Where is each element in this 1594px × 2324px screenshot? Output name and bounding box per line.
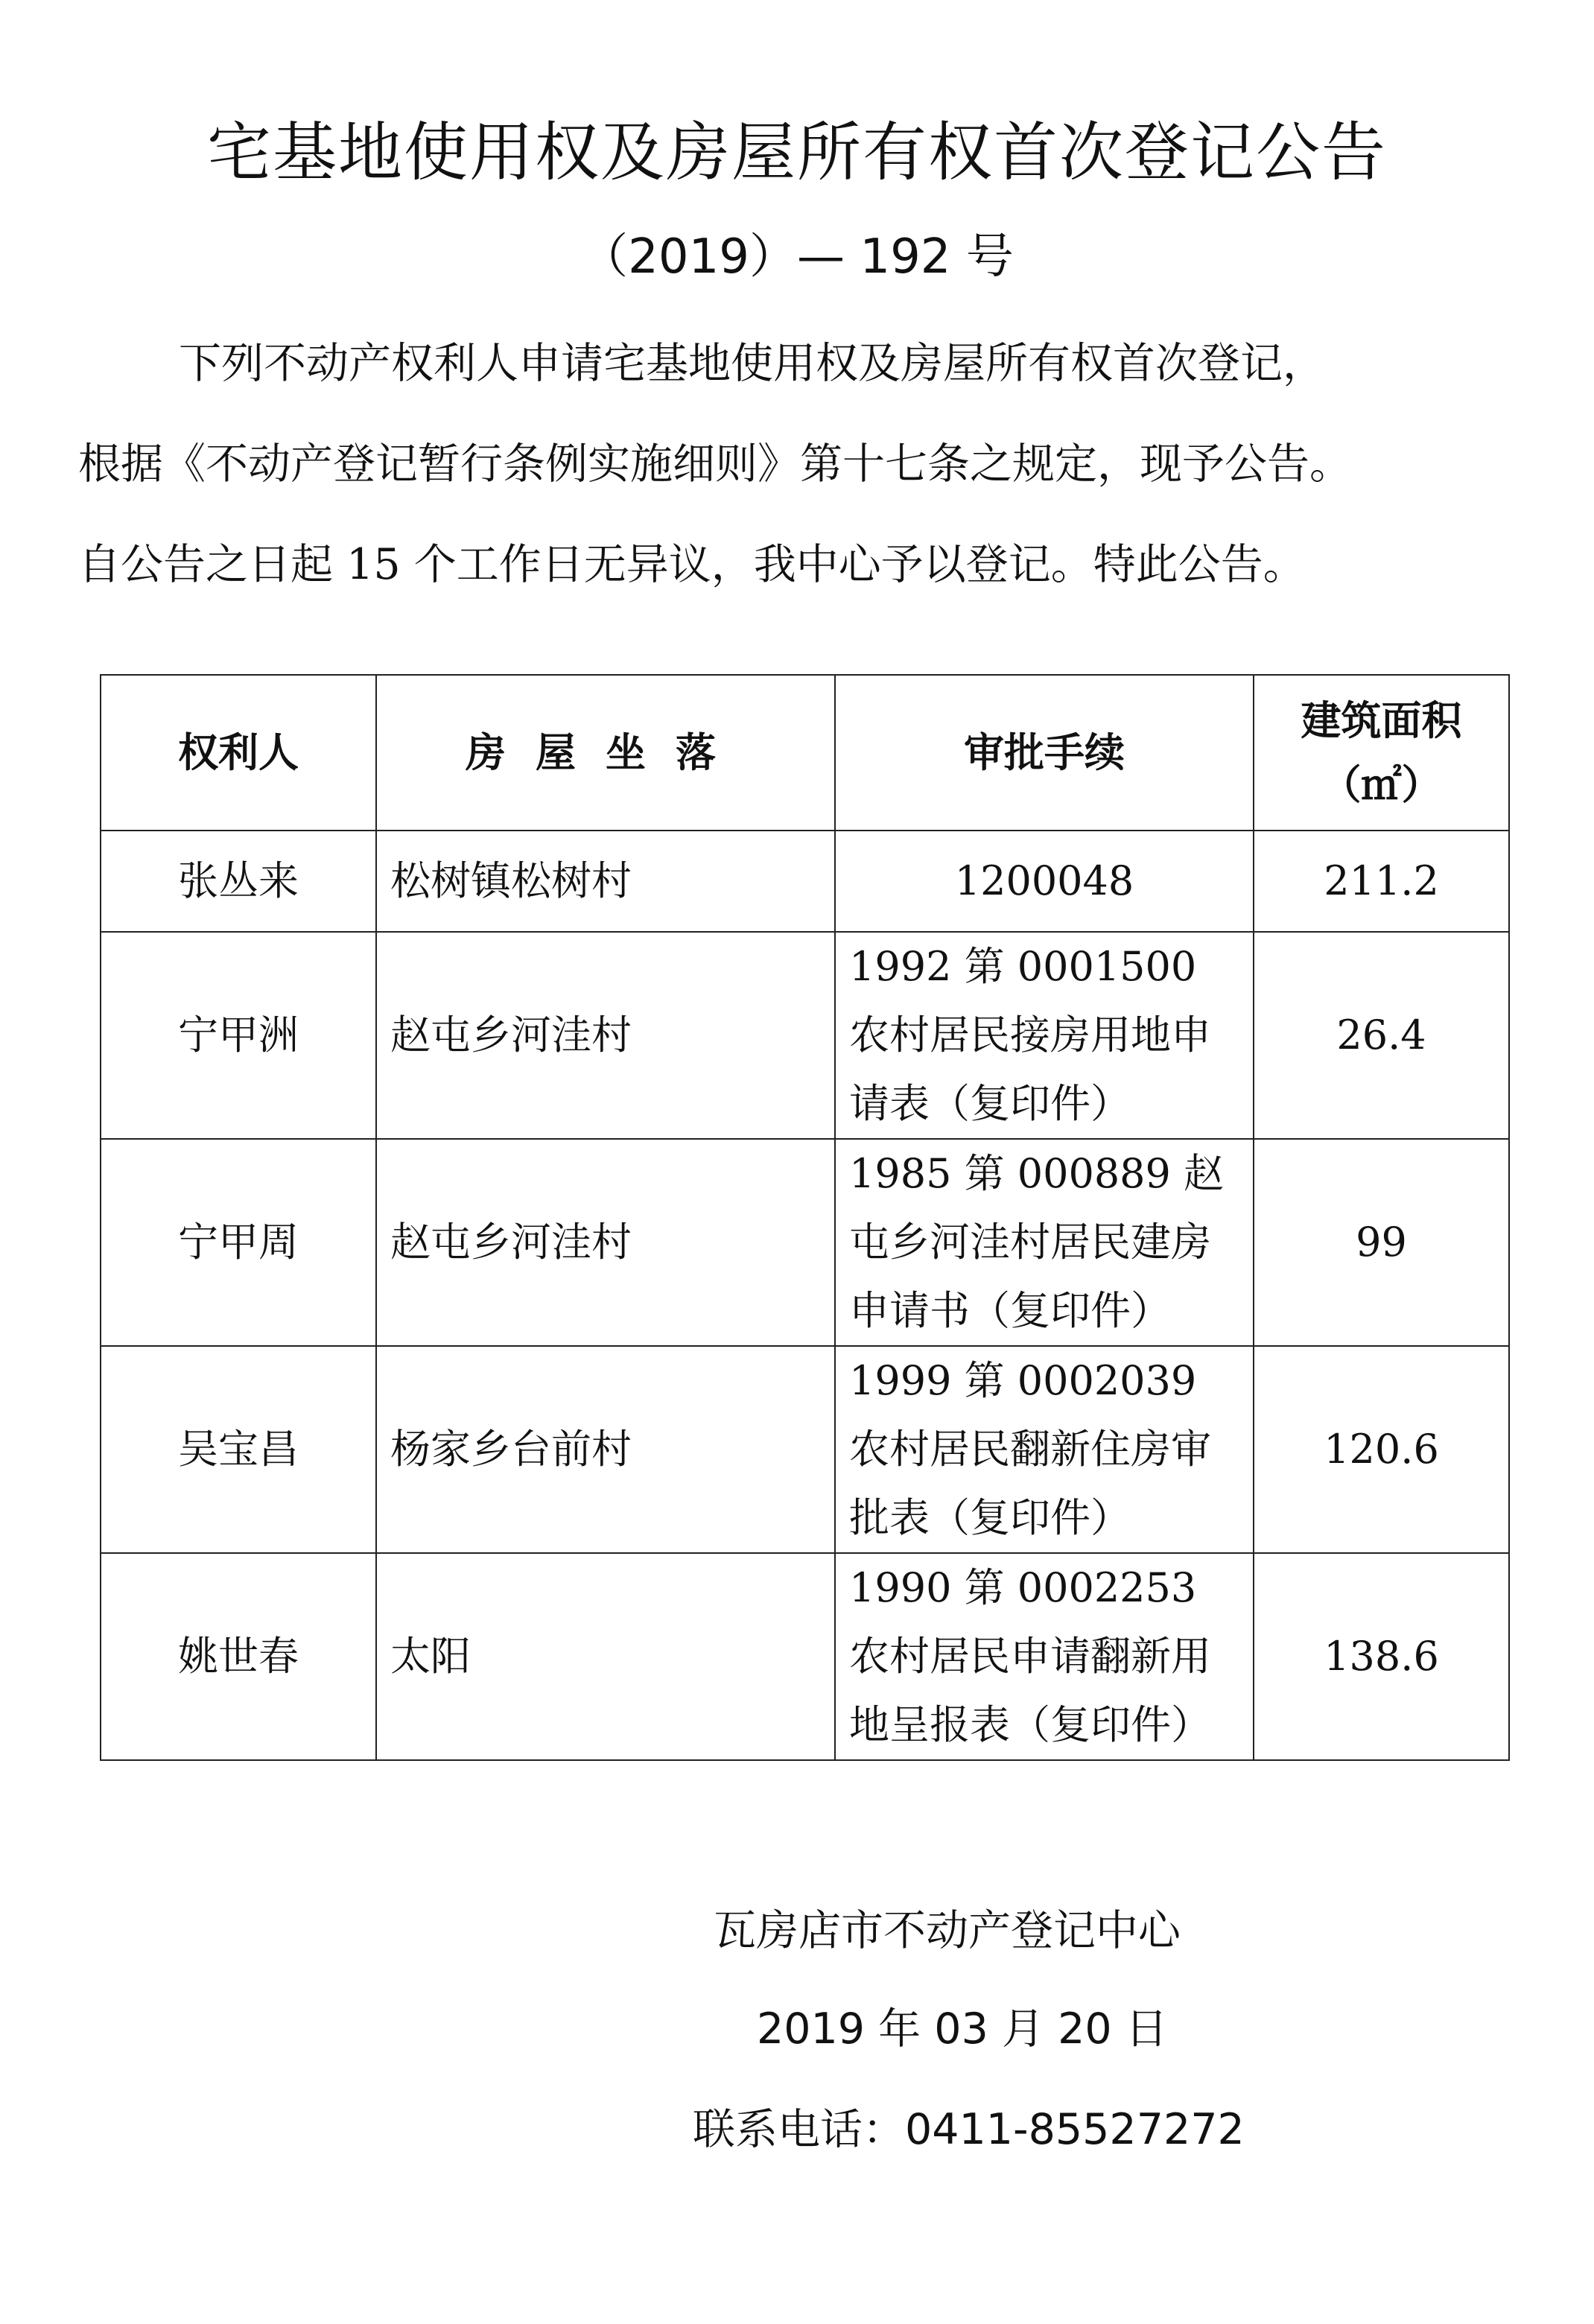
- table-row: [101, 1139, 1509, 1346]
- owner-cell: 姚世春: [101, 1553, 376, 1760]
- area-cell: 120.6: [1254, 1346, 1509, 1553]
- owner-cell: 宁甲洲: [101, 932, 376, 1139]
- location-cell: 太阳: [376, 1553, 835, 1760]
- location-cell: 杨家乡台前村: [376, 1346, 835, 1553]
- header-area-unit: （㎡）: [1321, 761, 1442, 808]
- approval-cell: 1200048: [835, 831, 1254, 932]
- notice-title: 宅基地使用权及房屋所有权首次登记公告: [207, 115, 1387, 190]
- table-row: [101, 1553, 1509, 1760]
- area-cell: 211.2: [1254, 831, 1509, 932]
- header-owner: 权利人: [101, 675, 376, 831]
- approval-cell: 1990 第 0002253 农村居民申请翻新用地呈报表（复印件）: [835, 1553, 1254, 1760]
- notice-number: （2019）— 192 号: [580, 229, 1014, 285]
- table-row: [101, 831, 1509, 932]
- location-cell: 松树镇松树村: [376, 831, 835, 932]
- notice-paragraph-3: 自公告之日起 15 个工作日无异议，我中心予以登记。特此公告。: [78, 540, 1306, 589]
- notice-paragraph-2: 根据《不动产登记暂行条例实施细则》第十七条之规定，现予公告。: [78, 439, 1352, 489]
- registration-table: [100, 674, 1510, 1761]
- notice-paragraph-1: 下列不动产权利人申请宅基地使用权及房屋所有权首次登记，: [179, 339, 1325, 388]
- issuing-organization: 瓦房店市不动产登记中心: [714, 1906, 1181, 1955]
- location-cell: 赵屯乡河洼村: [376, 1139, 835, 1346]
- table-row: [101, 932, 1509, 1139]
- owner-cell: 宁甲周: [101, 1139, 376, 1346]
- table-row: [101, 1346, 1509, 1553]
- area-cell: 99: [1254, 1139, 1509, 1346]
- issue-date: 2019 年 03 月 20 日: [757, 2004, 1168, 2054]
- contact-phone: 联系电话：0411-85527272: [693, 2105, 1245, 2154]
- area-cell: 26.4: [1254, 932, 1509, 1139]
- area-cell: 138.6: [1254, 1553, 1509, 1760]
- header-area-label: 建筑面积: [1301, 696, 1462, 744]
- approval-cell: 1999 第 0002039 农村居民翻新住房审批表（复印件）: [835, 1346, 1254, 1553]
- approval-cell: 1985 第 000889 赵屯乡河洼村居民建房申请书（复印件）: [835, 1139, 1254, 1346]
- owner-cell: 张丛来: [101, 831, 376, 932]
- header-area: [1254, 675, 1509, 831]
- location-cell: 赵屯乡河洼村: [376, 932, 835, 1139]
- header-approval: 审批手续: [835, 675, 1254, 831]
- table-header-row: [101, 675, 1509, 831]
- header-location: 房屋坐落: [376, 675, 835, 831]
- approval-cell: 1992 第 0001500 农村居民接房用地申请表（复印件）: [835, 932, 1254, 1139]
- owner-cell: 吴宝昌: [101, 1346, 376, 1553]
